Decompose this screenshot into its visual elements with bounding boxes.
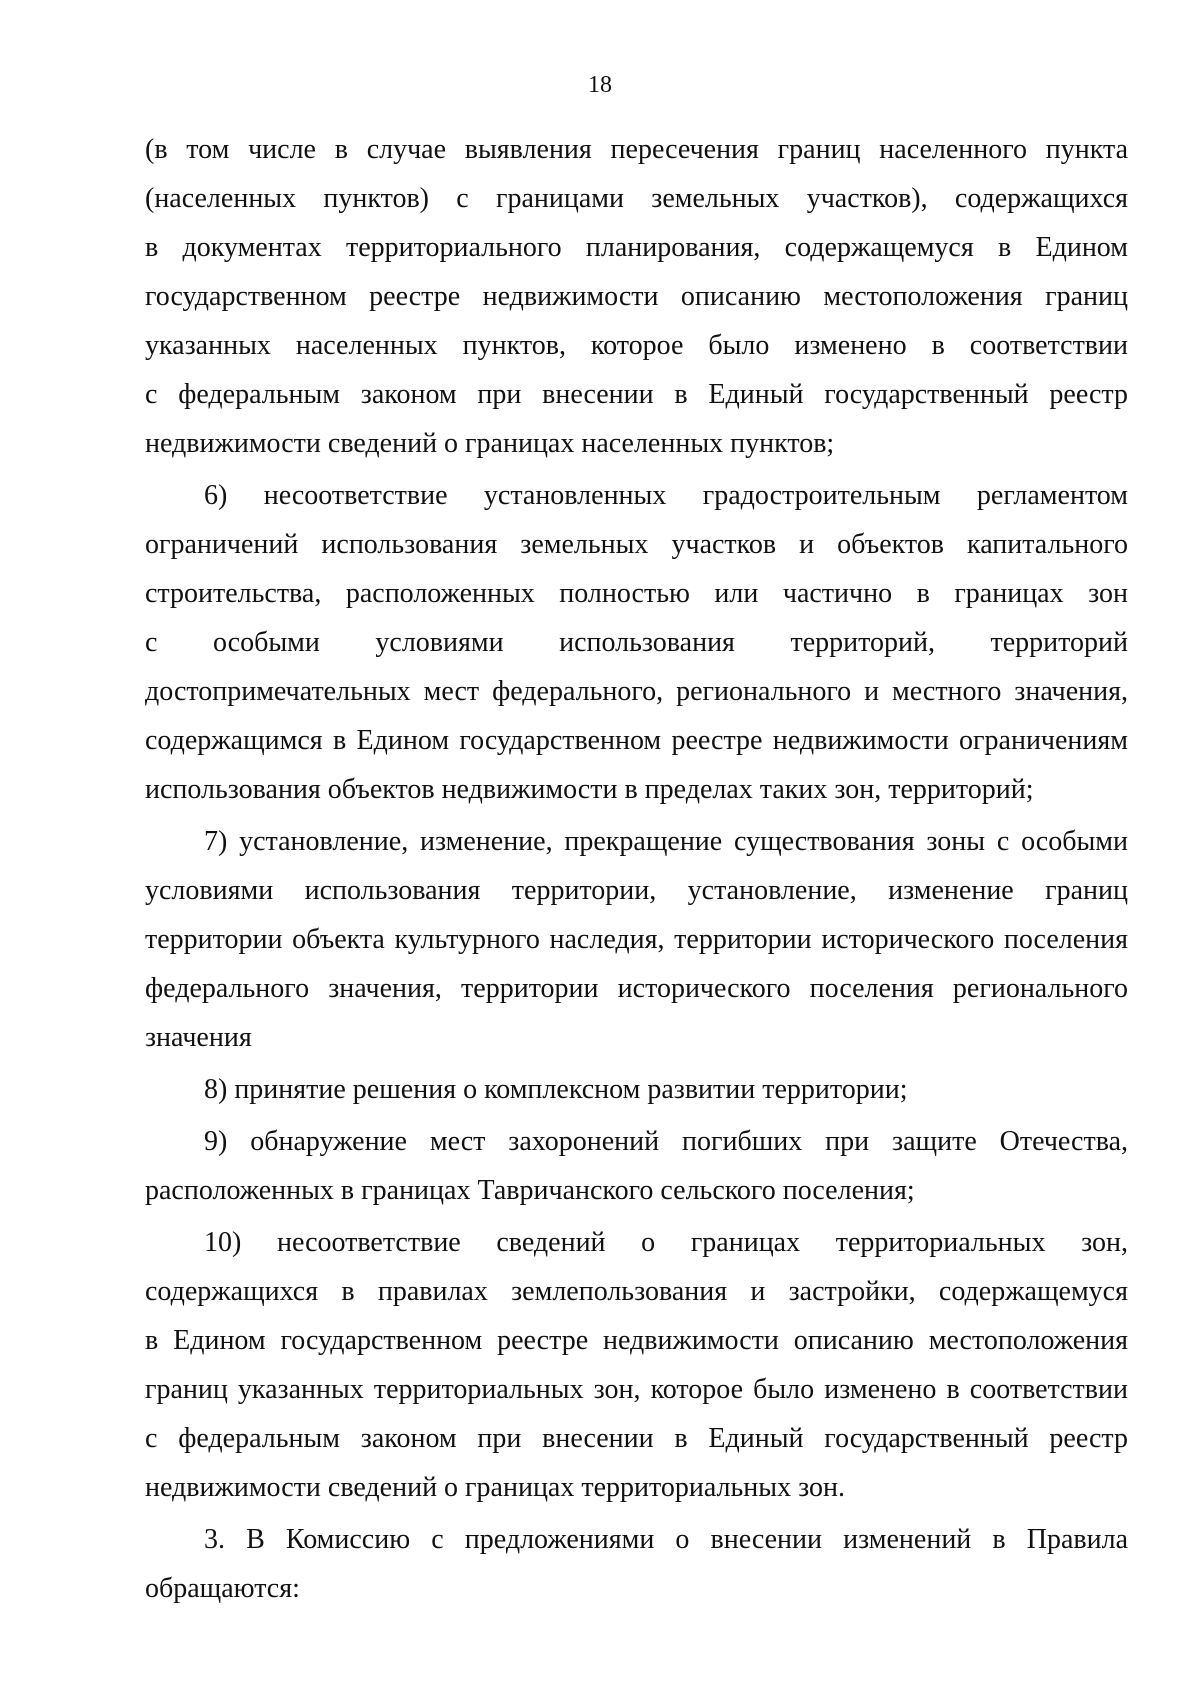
text-line: условиями использования территории, установление, изменение границ: [145, 875, 1128, 906]
text-line: использования объектов недвижимости в пределах таких зон, территорий;: [145, 774, 1034, 805]
text-line: 6) несоответствие установленных градостроительным регламентом: [204, 480, 1128, 511]
document-body: [145, 125, 1128, 1616]
text-line: ограничений использования земельных участков и объектов капитального: [145, 529, 1128, 560]
text-line: 8) принятие решения о комплексном развитии территории;: [204, 1074, 908, 1105]
text-line: (населенных пунктов) с границами земельных участков), содержащихся: [145, 183, 1128, 214]
text-line: 10) несоответствие сведений о границах территориальных зон,: [204, 1227, 1128, 1258]
text-line: федерального значения, территории исторического поселения регионального: [145, 973, 1128, 1004]
text-line: недвижимости сведений о границах территориальных зон.: [145, 1472, 845, 1503]
text-line: указанных населенных пунктов, которое было изменено в соответствии: [145, 330, 1128, 361]
text-line: 9) обнаружение мест захоронений погибших при защите Отечества,: [204, 1126, 1128, 1157]
text-line: (в том числе в случае выявления пересечения границ населенного пункта: [145, 134, 1128, 165]
paragraph-continuation: [145, 125, 1128, 468]
text-line: 3. В Комиссию с предложениями о внесении изменений в Правила: [204, 1524, 1128, 1555]
text-line: строительства, расположенных полностью или частично в границах зон: [145, 578, 1128, 609]
list-item-10: [145, 1218, 1128, 1512]
list-item-6: [145, 471, 1128, 814]
list-item-7: [145, 817, 1128, 1062]
text-line: границ указанных территориальных зон, которое было изменено в соответствии: [145, 1374, 1128, 1405]
section-3-paragraph: [145, 1515, 1128, 1613]
text-line: достопримечательных мест федерального, регионального и местного значения,: [145, 676, 1128, 707]
text-line: в Едином государственном реестре недвижимости описанию местоположения: [145, 1325, 1128, 1356]
text-line: с федеральным законом при внесении в Единый государственный реестр: [145, 379, 1128, 410]
page-number: 18: [588, 72, 612, 98]
text-line: значения: [145, 1022, 252, 1053]
text-line: расположенных в границах Тавричанского сельского поселения;: [145, 1175, 915, 1206]
list-item-8: [145, 1065, 1128, 1114]
text-line: 7) установление, изменение, прекращение существования зоны с особыми: [204, 826, 1128, 857]
text-line: с особыми условиями использования территорий, территорий: [145, 627, 1128, 658]
text-line: территории объекта культурного наследия, территории исторического поселения: [145, 924, 1128, 955]
text-line: с федеральным законом при внесении в Единый государственный реестр: [145, 1423, 1128, 1454]
text-line: недвижимости сведений о границах населенных пунктов;: [145, 428, 835, 459]
text-line: государственном реестре недвижимости описанию местоположения границ: [145, 281, 1128, 312]
text-line: содержащихся в правилах землепользования и застройки, содержащемуся: [145, 1276, 1128, 1307]
list-item-9: [145, 1117, 1128, 1215]
text-line: обращаются:: [145, 1573, 300, 1604]
text-line: содержащимся в Едином государственном реестре недвижимости ограничениям: [145, 725, 1128, 756]
text-line: в документах территориального планирования, содержащемуся в Едином: [145, 232, 1128, 263]
